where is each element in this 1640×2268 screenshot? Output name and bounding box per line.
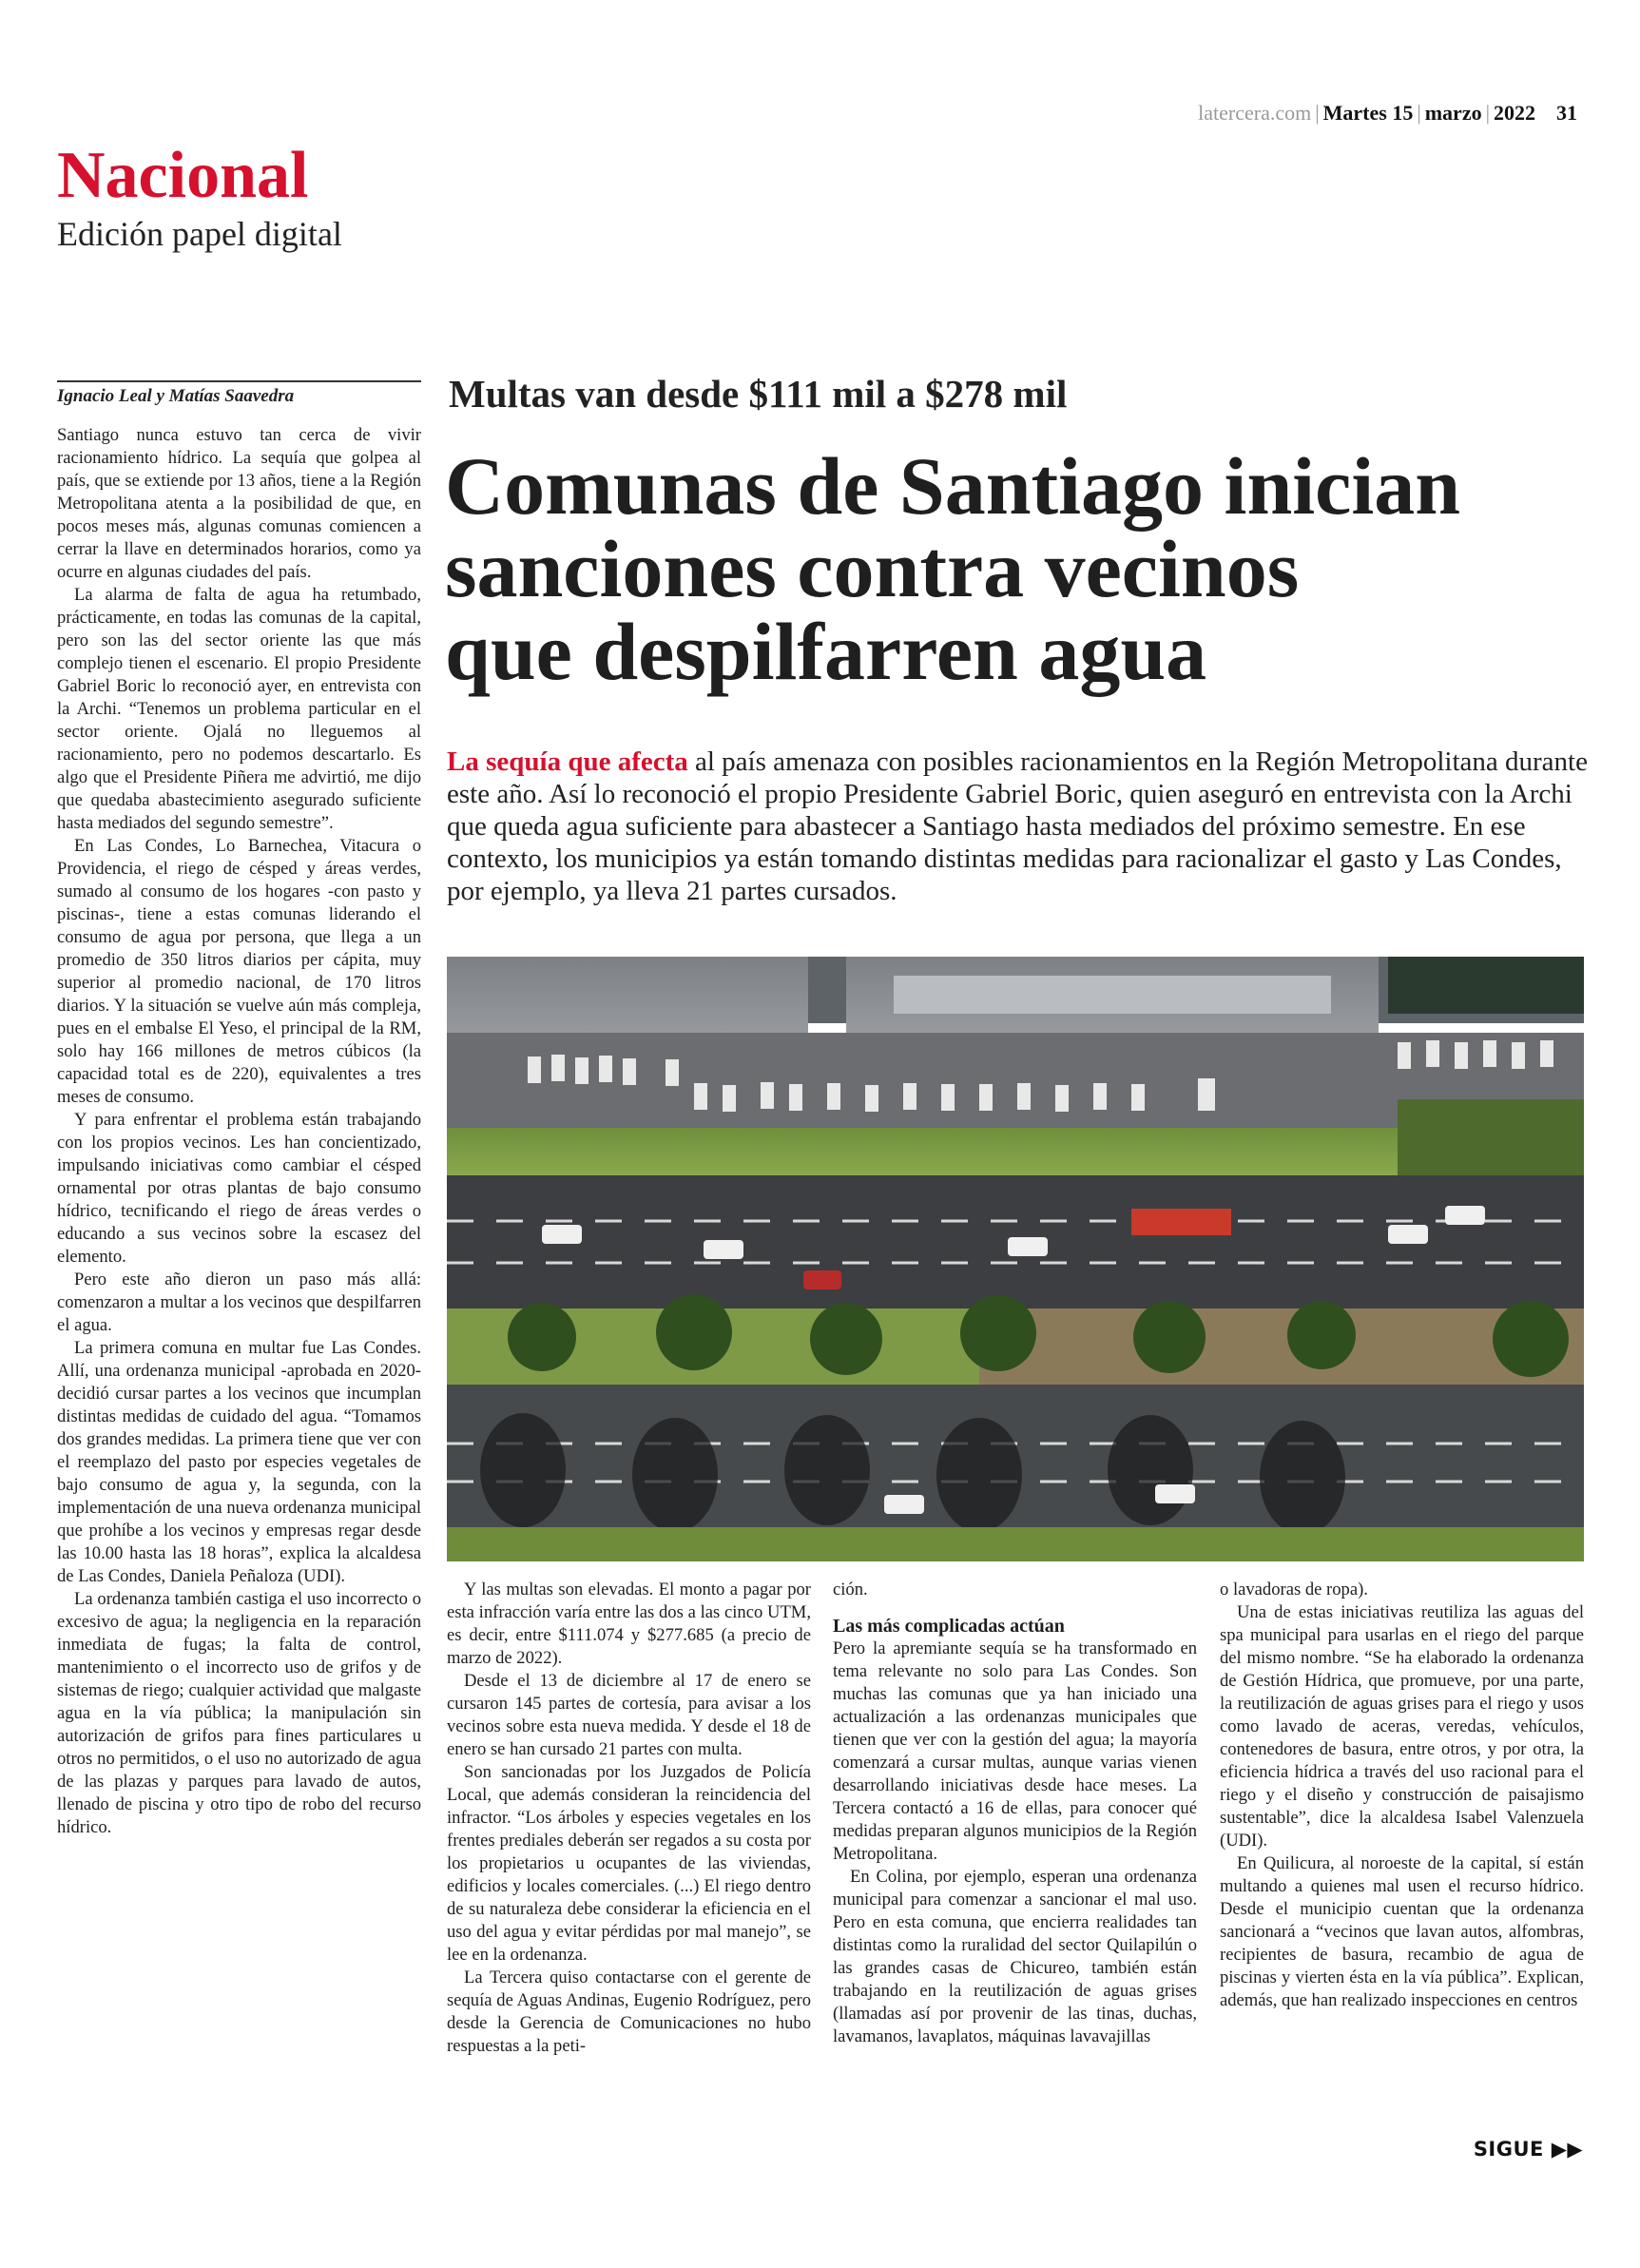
issue-year: 2022 [1494,101,1535,125]
section-title: Nacional [57,139,309,212]
article-column-3 [833,1579,1197,2048]
subheading: Las más complicadas actúan [833,1616,1065,1637]
byline: Ignacio Leal y Matías Saavedra [57,380,421,407]
paragraph: Una de estas iniciativas reutiliza las aguas del spa municipal para usarlas en el riego del parque del mismo nombre. “Se ha elaborado la ordenanza de Gestión Hídrica, que promueve, por una parte, la reutilización de aguas grises para el riego y usos como lavado de aceras, veredas, vehículos, contenedores de basura, entre otros, y por otra, la eficiencia hídrica a través del uso racional para el riego y el diseño y construcción de paisajismo sustentable”, dice la alcaldesa Isabel Valenzuela (UDI). [1220,1602,1584,1851]
paragraph: La Tercera quiso contactarse con el gerente de sequía de Aguas Andinas, Eugenio Rodríguez, pero desde la Gerencia de Comunicaciones no hubo respuestas a la peti- [447,1968,811,2056]
paragraph: Pero este año dieron un paso más allá: comenzaron a multar a los vecinos que despilfarren el agua. [57,1270,421,1335]
paragraph: La primera comuna en multar fue Las Condes. Allí, una ordenanza municipal -aprobada en 2020- decidió cursar partes a los vecinos que incumplan distintas medidas de cuidado del agua. “Tomamos dos grandes medidas. La primera tiene que ver con el reemplazo del pasto por especies vegetales de bajo consumo de agua y, la segunda, con la implementación de una nueva ordenanza municipal que prohíbe a los vecinos y empresas regar desde las 10.00 hasta las 18 horas”, explica la alcaldesa de Las Condes, Daniela Peñaloza (UDI). [57,1338,421,1586]
headline-line: que despilfarren agua [445,606,1207,697]
paragraph: La alarma de falta de agua ha retumbado, prácticamente, en todas las comunas de la capital, pero son las del sector oriente las que más complejo tienen el escenario. El propio Presidente Gabriel Boric lo reconoció ayer, en entrevista con la Archi. “Tenemos un problema particular en el sector oriente. Ojalá no lleguemos al racionamiento, pero no podemos descartarlo. Es algo que el Presidente Piñera me advirtió, me dijo que quedaba abastecimiento asegurado suficiente hasta mediados del segundo semestre”. [57,585,421,833]
running-head: latercera.com | Martes 15 | marzo | 2022 31 [1198,101,1577,125]
aerial-avenue-photo [447,957,1584,1561]
issue-day: Martes 15 [1322,101,1414,125]
paragraph: ción. [833,1580,868,1599]
paragraph: En Quilicura, al noroeste de la capital, sí están multando a quienes mal usen el recurso hídrico. Desde el municipio cuentan que la ordenanza sancionará a “vecinos que lavan autos, alfombras, recipientes de basura, recambio de agua de piscinas y vierten ésta en la vía pública”. Explican, además, que han realizado inspecciones en centros [1220,1853,1584,2010]
paragraph: Y para enfrentar el problema están trabajando con los propios vecinos. Les han concientizado, impulsando iniciativas como cambiar el césped ornamental por otras plantas de bajo consumo hídrico, tecnificando el riego de áreas verdes o educando a sus vecinos sobre la escasez del elemento. [57,1110,421,1267]
paragraph: La ordenanza también castiga el uso incorrecto o excesivo de agua; la negligencia en la reparación inmediata de fugas; la falta de control, mantenimiento o el incorrecto uso de grifos y de sistemas de riego; cualquier actividad que malgaste agua en la vía pública; la manipulación sin autorización de grifos para fines particulares u otros no permitidos, o el uso no autorizado de agua de las plazas y parques para lavado de autos, llenado de piscina y otro tipo de robo del recurso hídrico. [57,1589,421,1837]
article-column-4 [1220,1579,1584,2012]
paragraph: Son sancionadas por los Juzgados de Policía Local, que además consideran la reincidencia del infractor. “Los árboles y especies vegetales en los frentes prediales deberán ser regados a su costa por los propietarios u ocupantes de las viviendas, edificios y locales comerciales. (...) El riego dentro de su naturaleza debe considerar la eficiencia en el uso del agua y evitar pérdidas por mal manejo”, se lee en la ordenanza. [447,1762,811,1965]
aerial-photo-illustration [447,957,1584,1561]
article-column-1 [57,424,421,1839]
continue-label: SIGUE ▶▶ [1473,2138,1583,2161]
paragraph: En Las Condes, Lo Barnechea, Vitacura o Providencia, el riego de césped y áreas verdes, sumado al consumo de los hogares -con pasto y piscinas-, tiene a estas comunas liderando el consumo de agua por persona, que llega a un promedio de 350 litros diarios per cápita, muy superior al promedio nacional, de 170 litros diarios. Y la situación se vuelve aún más compleja, pues en el embalse El Yeso, el principal de la RM, solo hay 166 millones de metros cúbicos (la capacidad total es de 220), equivalentes a tres meses de consumo. [57,836,421,1107]
paragraph: o lavadoras de ropa). [1220,1580,1368,1599]
article-column-2 [447,1579,811,2058]
paragraph: Desde el 13 de diciembre al 17 de enero se cursaron 145 partes de cortesía, para avisar a los vecinos sobre esta nueva medida. Y desde el 18 de enero se han cursado 21 partes con multa. [447,1671,811,1759]
headline-line: Comunas de Santiago inician [445,440,1461,532]
headline-line: sanciones contra vecinos [445,523,1300,614]
paragraph: En Colina, por ejemplo, esperan una ordenanza municipal para comenzar a sancionar el mal uso. Pero en esta comuna, que encierra realidades tan distintas como la ruralidad del sector Quilapilún o las grandes casas de Chicureo, también están trabajando en la reutilización de aguas grises (llamadas así por provenir de las tinas, duchas, lavamanos, lavaplatos, máquinas lavavajillas [833,1867,1197,2046]
lede-text: al país amenaza con posibles racionamientos en la Región Metropolitana durante este año. Así lo reconoció el propio Presidente Gabriel Boric, quien aseguró en entrevista con la Archi que queda agua suficiente para abastecer a Santiago hasta mediados del próximo semestre. En ese contexto, los municipios ya están tomando distintas medidas para racionalizar el gasto y Las Condes, por ejemplo, ya lleva 21 partes cursados. [447,746,1588,906]
paragraph: Pero la apremiante sequía se ha transformado en tema relevante no solo para Las Condes. Son muchas las comunas que ya han iniciado una actualización a las ordenanzas municipales que tienen que ver con la gestión del agua; la mayoría comenzará a cursar multas, aunque varias vienen desarrollando iniciativas desde hace meses. La Tercera contactó a 16 de ellas, para conocer qué medidas preparan algunos municipios de la Región Metropolitana. [833,1638,1197,1864]
lede [447,746,1588,907]
section-subtitle: Edición papel digital [57,215,342,253]
headline [445,440,1586,697]
paragraph: Santiago nunca estuvo tan cerca de vivir racionamiento hídrico. La sequía que golpea al país, que se extiende por 13 años, tiene a la Región Metropolitana atenta a la posibilidad de que, en pocos meses más, algunas comunas comiencen a cerrar la llave en determinados horarios, como ya ocurre en algunas ciudades del país. [57,425,421,582]
lede-lead: La sequía que afecta [447,746,688,777]
page-number: 31 [1556,101,1577,125]
paragraph: Y las multas son elevadas. El monto a pagar por esta infracción varía entre las dos a las cinco UTM, es decir, entre $111.074 y $277.685 (a precio de marzo de 2022). [447,1580,811,1668]
site-name: latercera.com [1198,101,1312,125]
issue-month: marzo [1424,101,1482,125]
kicker: Multas van desde $111 mil a $278 mil [449,372,1068,416]
